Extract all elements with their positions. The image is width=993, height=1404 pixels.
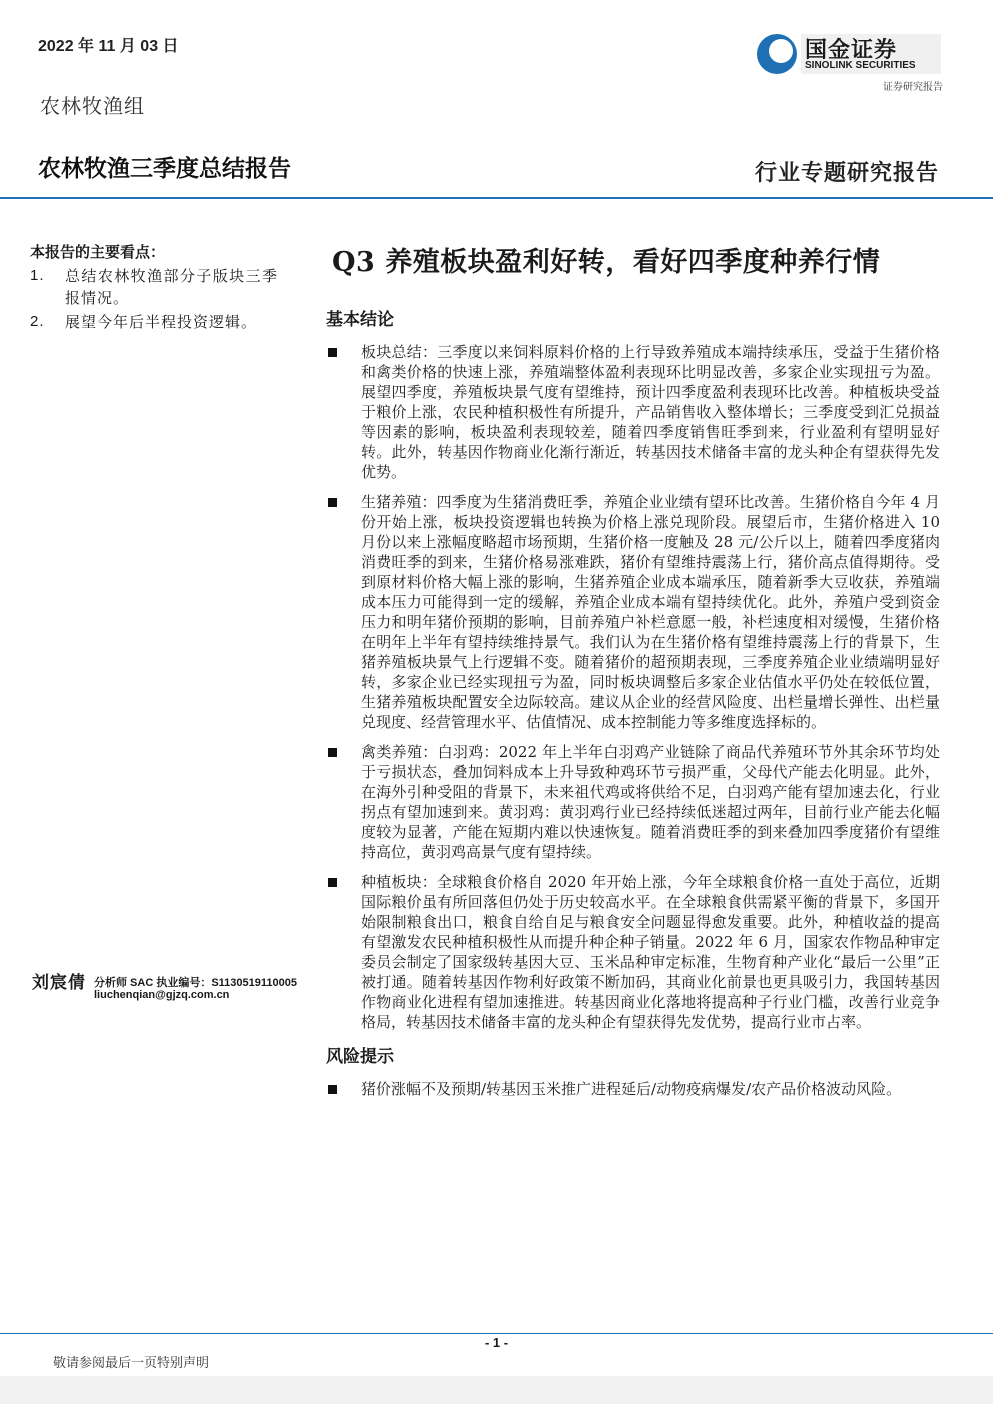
- key-point-text: 展望今年后半程投资逻辑。: [65, 313, 258, 331]
- risk-bullet: [326, 1079, 940, 1099]
- logo-en-text: SINOLINK SECURITIES: [805, 60, 916, 71]
- analyst-name: 刘宸倩: [32, 973, 86, 993]
- analyst-cert: 分析师 SAC 执业编号：S1130519110005: [94, 977, 297, 989]
- conclusion-bullet: [326, 342, 940, 482]
- conclusion-section-title: 基本结论: [326, 310, 394, 330]
- bullet-text: 种植板块：全球粮食价格自 2020 年开始上涨，今年全球粮食价格一直处于高位，近期国际粮价虽有所回落但仍处于历史较高水平。在全球粮食供需紧平衡的背景下，多国开始限制粮食出口，粮食自给自足与粮食安全问题显得愈发重要。此外，种植收益的提高有望激发农民种植积极性从而提升种企种子销量。2022 年 6 月，国家农作物品种审定委员会制定了国家级转基因大豆、玉米品种审定标准，生物育种产业化“最后一公里”正被打通。随着转基因作物利好政策不断加码，其商业化前景也更具吸引力，我国转基因作物商业化进程有望加速推进。转基因商业化落地将提高种子行业门槛，改善行业竞争格局，转基因技术储备丰富的龙头种企有望获得先发优势，提高行业市占率。: [361, 873, 940, 1031]
- disclaimer-note: 敬请参阅最后一页特别声明: [53, 1356, 210, 1371]
- research-group: 农林牧渔组: [40, 94, 145, 118]
- company-logo: [755, 32, 943, 76]
- bullet-text: 禽类养殖：白羽鸡：2022 年上半年白羽鸡产业链除了商品代养殖环节外其余环节均处于亏损状态，叠加饲料成本上升导致种鸡环节亏损严重，父母代产能去化明显。此外，在海外引种受阻的背景下，未来祖代鸡或将供给不足，白羽鸡产能有望加速去化，行业拐点有望加速到来。黄羽鸡：黄羽鸡行业已经持续低迷超过两年，目前行业产能去化幅度较为显著，产能在短期内难以快速恢复。随着消费旺季的到来叠加四季度猪价有望维持高位，黄羽鸡高景气度有望持续。: [361, 743, 940, 861]
- key-point-number: 2.: [30, 313, 45, 330]
- logo-subtitle: 证券研究报告: [883, 82, 943, 93]
- report-headline: Q3 养殖板块盈利好转，看好四季度种养行情: [332, 247, 881, 278]
- bullet-square-icon: [328, 878, 337, 887]
- conclusion-bullet: [326, 492, 940, 732]
- main-content: [326, 305, 940, 1109]
- report-title: 农林牧渔三季度总结报告: [38, 155, 291, 181]
- header-divider: [0, 197, 993, 199]
- bullet-text: 猪价涨幅不及预期/转基因玉米推广进程延后/动物疫病爆发/农产品价格波动风险。: [361, 1080, 902, 1098]
- logo-cn-text: 国金证券: [805, 37, 898, 62]
- bullet-text: 生猪养殖：四季度为生猪消费旺季，养殖企业业绩有望环比改善。生猪价格自今年 4 月份开始上涨，板块投资逻辑也转换为价格上涨兑现阶段。展望后市，生猪价格进入 10 月份以来上涨幅度略超市场预期，生猪价格一度触及 28 元/公斤以上，随着四季度猪肉消费旺季的到来，生猪价格易涨难跌，猪价有望维持震荡上行，猪价高点值得期待。受到原材料价格大幅上涨的影响，生猪养殖企业成本端承压，随着新季大豆收获，养殖端成本压力可能得到一定的缓解，养殖企业成本端有望持续优化。此外，养殖户受到资金压力和明年猪价预期的影响，目前养殖户补栏意愿一般，补栏速度相对缓慢，生猪价格在明年上半年有望持续维持景气。我们认为在生猪价格有望维持震荡上行的背景下，生猪养殖板块景气上行逻辑不变。随着猪价的超预期表现，三季度养殖企业业绩端明显好转，多家企业已经实现扭亏为盈，同时板块调整后多家企业估值水平仍处在较低位置，生猪养殖板块配置安全边际较高。建议从企业的经营风险度、出栏量增长弹性、出栏量兑现度、经营管理水平、估值情况、成本控制能力等多维度选择标的。: [361, 493, 940, 731]
- key-points-sidebar: [30, 241, 278, 335]
- bottom-band: [0, 1376, 993, 1404]
- analyst-email[interactable]: liuchenqian@gjzq.com.cn: [94, 989, 230, 1001]
- page-number: - 1 -: [484, 1335, 509, 1350]
- key-point-item: [30, 265, 278, 309]
- bullet-square-icon: [328, 748, 337, 757]
- risk-section-title: 风险提示: [326, 1047, 394, 1067]
- report-type: 行业专题研究报告: [754, 160, 939, 186]
- analyst-info: [32, 968, 312, 1001]
- bullet-square-icon: [328, 498, 337, 507]
- key-points-list: [30, 265, 278, 333]
- key-points-heading: 本报告的主要看点：: [30, 243, 166, 261]
- bullet-text: 板块总结：三季度以来饲料原料价格的上行导致养殖成本端持续承压，受益于生猪价格和禽类价格的快速上涨，养殖端整体盈利表现环比明显改善，多家企业实现扭亏为盈。展望四季度，养殖板块景气度有望维持，预计四季度盈利表现环比改善。种植板块受益于粮价上涨，农民种植积极性有所提升，产品销售收入整体增长；三季度受到汇兑损益等因素的影响，板块盈利表现较差，随着四季度销售旺季到来，行业盈利有望明显好转。此外，转基因作物商业化渐行渐近，转基因技术储备丰富的龙头种企有望获得先发优势。: [361, 343, 940, 481]
- conclusion-bullet: [326, 742, 940, 862]
- conclusion-bullet: [326, 872, 940, 1032]
- footer-divider: [0, 1333, 993, 1334]
- key-point-item: [30, 311, 278, 333]
- key-point-text: 总结农林牧渔部分子版块三季报情况。: [65, 267, 278, 307]
- report-date: 2022 年 11 月 03 日: [38, 38, 179, 55]
- bullet-square-icon: [328, 348, 337, 357]
- key-point-number: 1.: [30, 267, 45, 284]
- bullet-square-icon: [328, 1085, 337, 1094]
